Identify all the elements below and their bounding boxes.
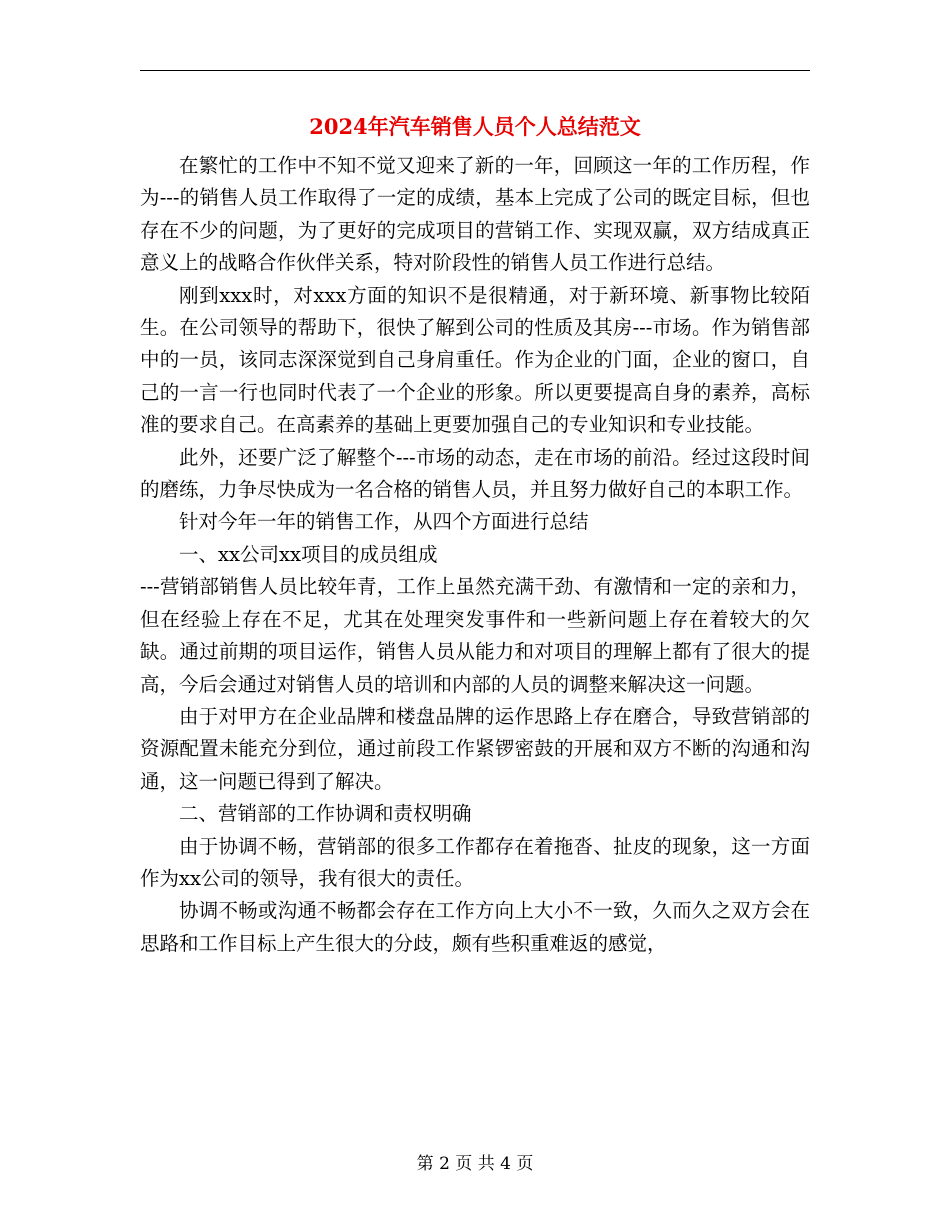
document-body xyxy=(140,150,810,960)
paragraph-team: ---营销部销售人员比较年青，工作上虽然充满干劲、有激情和一定的亲和力，但在经验上存在不足，尤其在处理突发事件和一些新问题上存在着较大的欠缺。通过前期的项目运作，销售人员从能力和对项目的理解上都有了很大的提高，今后会通过对销售人员的培训和内部的人员的调整来解决这一问题。 xyxy=(140,575,810,696)
section-heading-1: 一、xx公司xx项目的成员组成 xyxy=(179,542,438,566)
section-heading-2: 二、营销部的工作协调和责权明确 xyxy=(179,802,472,826)
paragraph-intro: 在繁忙的工作中不知不觉又迎来了新的一年，回顾这一年的工作历程，作为---的销售人员工作取得了一定的成绩，基本上完成了公司的既定目标，但也存在不少的问题，为了更好的完成项目的营销工作、实现双赢，双方结成真正意义上的战略合作伙伴关系，特对阶段性的销售人员工作进行总结。 xyxy=(140,154,810,275)
paragraph-arrival: 刚到xxx时，对xxx方面的知识不是很精通，对于新环境、新事物比较陌生。在公司领导的帮助下，很快了解到公司的性质及其房---市场。作为销售部中的一员，该同志深深觉到自己身肩重任。作为企业的门面，企业的窗口，自己的一言一行也同时代表了一个企业的形象。所以更要提高自身的素养，高标准的要求自己。在高素养的基础上更要加强自己的专业知识和专业技能。 xyxy=(140,283,810,437)
header-rule xyxy=(140,70,810,71)
document-title: 2024年汽车销售人员个人总结范文 xyxy=(309,114,641,139)
paragraph-resources: 由于对甲方在企业品牌和楼盘品牌的运作思路上存在磨合，导致营销部的资源配置未能充分到位，通过前段工作紧锣密鼓的开展和双方不断的沟通和沟通，这一问题已得到了解决。 xyxy=(140,704,810,793)
paragraph-market: 此外，还要广泛了解整个---市场的动态，走在市场的前沿。经过这段时间的磨练，力争尽快成为一名合格的销售人员，并且努力做好自己的本职工作。 xyxy=(140,445,810,502)
paragraph-coordination: 由于协调不畅，营销部的很多工作都存在着拖沓、扯皮的现象，这一方面作为xx公司的领导，我有很大的责任。 xyxy=(140,834,810,890)
paragraph-summary-intro: 针对今年一年的销售工作，从四个方面进行总结 xyxy=(179,510,589,534)
paragraph-communication: 协调不畅或沟通不畅都会存在工作方向上大小不一致，久而久之双方会在思路和工作目标上产生很大的分歧，颇有些积重难返的感觉， xyxy=(140,899,810,955)
page-footer: 第 2 页 共 4 页 xyxy=(416,1154,534,1174)
